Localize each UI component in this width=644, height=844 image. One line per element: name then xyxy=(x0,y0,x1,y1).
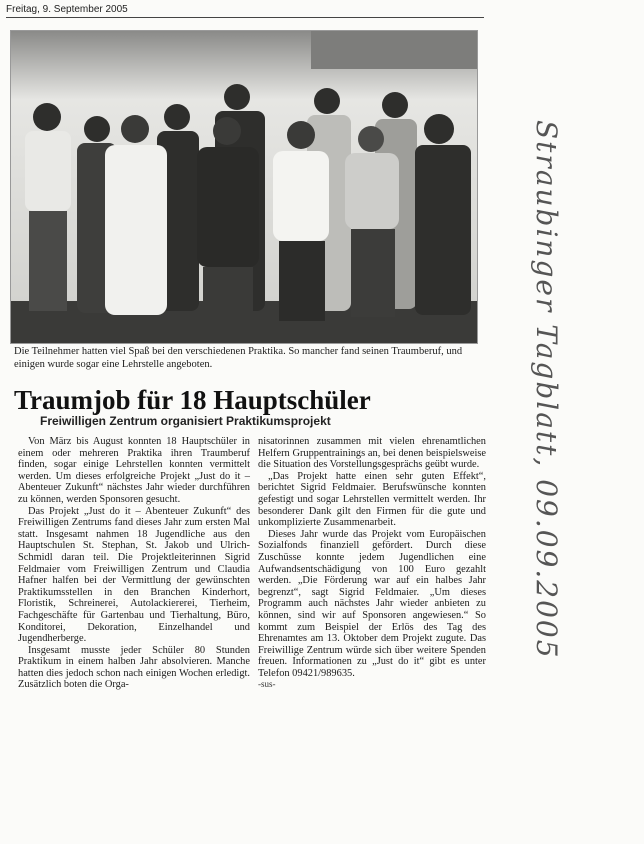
paragraph: nisatorinnen zusammen mit vielen ehrenamtlichen Helfern Gruppentrainings an, bei denen beispielsweise die Situation des Vorstellungsgesprächs geübt wurde. xyxy=(258,436,486,471)
paragraph: „Das Projekt hatte einen sehr guten Effekt“, berichtet Sigrid Feldmaier. Berufswünsche konnten gefestigt und sogar Lehrstellen vermittelt werden. Ihr besonderer Dank gilt den Firmen für die gute und unkomplizierte Zusammenarbeit. xyxy=(258,470,486,529)
group-photo xyxy=(10,30,478,344)
group-photo-image xyxy=(11,31,477,343)
paragraph: Von März bis August konnten 18 Hauptschüler in einem oder mehreren Praktika ihren Traumberuf finden, sogar einige Lehrstellen konnten vermittelt werden. Um dieses erfolgreiche Projekt „Just do it – Abenteuer Zukunft“ nächstes Jahr wieder durchführen zu können, werden Sponsoren gesucht. xyxy=(18,436,250,505)
article-subheadline: Freiwilligen Zentrum organisiert Praktikumsprojekt xyxy=(40,414,331,428)
article-headline: Traumjob für 18 Hauptschüler xyxy=(14,385,371,415)
dateline: Freitag, 9. September 2005 xyxy=(6,4,484,18)
author-signature: -sus- xyxy=(258,679,276,690)
paragraph: Insgesamt musste jeder Schüler 80 Stunden Praktikum in einem halben Jahr absolvieren. Manche hatten dies jedoch schon nach einigen Wochen erledigt. Zusätzlich boten die Orga- xyxy=(18,644,250,691)
handwritten-source-note: Straubinger Tagblatt, 09.09.2005 xyxy=(530,120,563,660)
paragraph: Das Projekt „Just do it – Abenteuer Zukunft“ des Freiwilligen Zentrums fand dieses Jahr zum ersten Mal statt. Insgesamt nahmen 18 Jugendliche aus den Hauptschulen St. Stephan, St. Jakob und Ulrich-Schmidl daran teil. Die Projektleiterinnen Sigrid Feldmaier vom Freiwilligen Zentrum und Claudia Hafner halfen bei der Vermittlung der gewünschten Praktikumsstellen in den Branchen Kinderhort, Floristik, Schreinerei, Autolackiererei, Tierheim, Fachgeschäfte für Gartenbau und Tierhaltung, Büro, Konditorei, Dekoration, Einzelhandel und Jugendherberge. xyxy=(18,505,250,645)
article-column-2 xyxy=(258,436,486,691)
photo-caption: Die Teilnehmer hatten viel Spaß bei den verschiedenen Praktika. So mancher fand seinen Traumberuf, und einigen wurde sogar eine Lehrstelle angeboten. xyxy=(14,346,463,370)
article-column-1 xyxy=(18,436,250,691)
paragraph: Dieses Jahr wurde das Projekt vom Europäischen Sozialfonds finanziell gefördert. Durch diese Zuschüsse konnte jedem Jugendlichen eine Aufwandsentschädigung von 100 Euro gezahlt werden. „Die Förderung war auf ein halbes Jahr begrenzt“, sagt Sigrid Feldmaier. „Um dieses Programm auch nächstes Jahr wieder anbieten zu können, sind wir auf Sponsoren angewiesen.“ So kommt zum Beispiel der Erlös des Tag des Ehrenamtes am 13. Oktober dem Projekt zugute. Das Freiwillige Zentrum würde sich über weitere Spenden freuen. Informationen zu „Just do it“ gibt es unter Telefon 09421/989635. xyxy=(258,528,486,679)
